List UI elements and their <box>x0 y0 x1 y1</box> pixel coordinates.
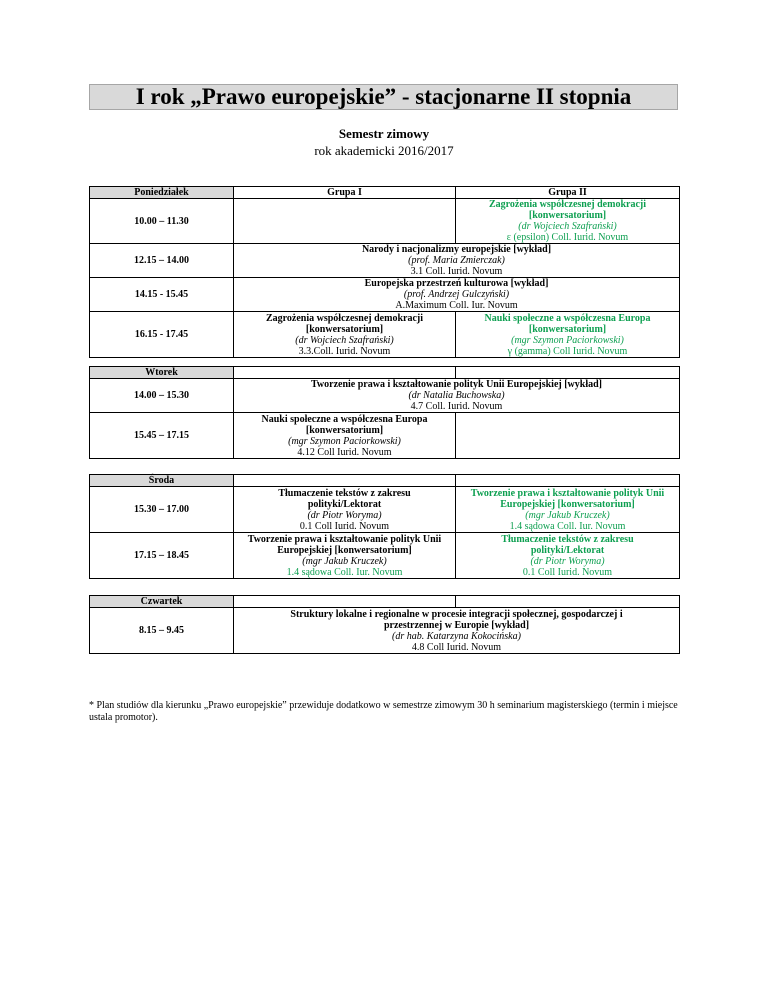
table-row <box>90 596 680 608</box>
table-row <box>90 475 680 487</box>
time-cell: 17.15 – 18.45 <box>90 533 234 579</box>
empty-cell <box>456 413 680 459</box>
class-teacher: (dr Piotr Woryma) <box>530 555 605 567</box>
class-type: [konwersatorium] <box>305 323 384 335</box>
group1-header: Grupa I <box>234 187 456 199</box>
day-header-tuesday: Wtorek <box>90 367 234 379</box>
class-cell <box>234 278 680 312</box>
empty-cell <box>234 596 456 608</box>
class-cell <box>234 413 456 459</box>
wednesday-table <box>89 474 680 579</box>
time-cell: 14.15 - 15.45 <box>90 278 234 312</box>
time-cell: 10.00 – 11.30 <box>90 199 234 244</box>
table-row <box>90 379 680 413</box>
monday-table <box>89 186 680 358</box>
time-cell: 15.30 – 17.00 <box>90 487 234 533</box>
table-row <box>90 413 680 459</box>
tuesday-table <box>89 366 680 459</box>
class-type: [konwersatorium] <box>305 424 384 436</box>
class-room: 4.12 Coll Iurid. Novum <box>297 446 392 458</box>
time-cell: 16.15 - 17.45 <box>90 312 234 358</box>
class-type: Europejskiej [konwersatorium] <box>500 498 635 510</box>
semester-label: Semestr zimowy <box>338 126 430 141</box>
class-title: Zagrożenia współczesnej demokracji <box>488 199 646 210</box>
day-header-thursday: Czwartek <box>90 596 234 608</box>
class-type: [konwersatorium] <box>528 323 607 335</box>
class-title: Nauki społeczne a współczesna Europa <box>484 312 651 324</box>
footnote: * Plan studiów dla kierunku „Prawo europejskie” przewiduje dodatkowo w semestrze zimowym 30 h seminarium magisterskiego (termin i miejsce ustala promotor). <box>89 700 678 723</box>
table-row <box>90 244 680 278</box>
time-cell: 12.15 – 14.00 <box>90 244 234 278</box>
class-room: 1.4 sądowa Coll. Iur. Novum <box>509 520 626 532</box>
class-cell <box>456 312 680 358</box>
class-type: polityki/Lektorat <box>307 498 382 510</box>
class-room: A.Maximum Coll. Iur. Novum <box>395 300 518 311</box>
class-title: Zagrożenia współczesnej demokracji <box>265 312 423 324</box>
class-teacher: (dr Natalia Buchowska) <box>408 390 505 401</box>
empty-cell <box>234 199 456 244</box>
class-cell <box>234 379 680 413</box>
class-room: 4.7 Coll. Iurid. Novum <box>410 401 503 412</box>
class-cell <box>234 533 456 579</box>
page-title: I rok „Prawo europejskie” - stacjonarne II stopnia <box>89 84 678 110</box>
class-teacher: (mgr Jakub Kruczek) <box>302 555 387 567</box>
class-cell <box>456 487 680 533</box>
table-row <box>90 367 680 379</box>
class-title: Tłumaczenie tekstów z zakresu <box>501 533 634 545</box>
table-row <box>90 487 680 533</box>
class-room: 1.4 sądowa Coll. Iur. Novum <box>286 566 403 578</box>
class-teacher: (dr hab. Katarzyna Kokocińska) <box>392 630 521 642</box>
class-room: 0.1 Coll Iurid. Novum <box>299 520 390 532</box>
class-cell <box>234 487 456 533</box>
table-row <box>90 187 680 199</box>
class-teacher: (dr Wojciech Szafrański) <box>518 221 617 232</box>
class-title: Tłumaczenie tekstów z zakresu <box>278 487 411 499</box>
class-cell <box>234 608 680 654</box>
table-row <box>90 608 680 654</box>
table-row <box>90 533 680 579</box>
empty-cell <box>234 475 456 487</box>
class-cell <box>234 244 680 278</box>
class-room: 3.3.Coll. Iurid. Novum <box>298 345 391 357</box>
class-type: Europejskiej [konwersatorium] <box>277 544 412 556</box>
class-title: Nauki społeczne a współczesna Europa <box>261 413 428 425</box>
class-title: Tworzenie prawa i kształtowanie polityk Unii <box>247 533 442 545</box>
empty-cell <box>456 475 680 487</box>
class-title: Europejska przestrzeń kulturowa [wykład] <box>364 278 549 289</box>
class-teacher: (mgr Szymon Paciorkowski) <box>511 334 624 346</box>
academic-year-label: rok akademicki 2016/2017 <box>314 143 454 158</box>
class-room: ε (epsilon) Coll. Iurid. Novum <box>506 232 629 243</box>
class-title: Tworzenie prawa i kształtowanie polityk Unii Europejskiej [wykład] <box>310 379 603 390</box>
class-teacher: (dr Piotr Woryma) <box>307 509 382 521</box>
class-teacher: (prof. Maria Zmierczak) <box>408 255 505 266</box>
empty-cell <box>234 367 456 379</box>
class-type: polityki/Lektorat <box>530 544 605 556</box>
time-cell: 8.15 – 9.45 <box>90 608 234 654</box>
class-type: [konwersatorium] <box>528 210 607 221</box>
class-room: 4.8 Coll Iurid. Novum <box>411 641 502 653</box>
time-cell: 14.00 – 15.30 <box>90 379 234 413</box>
class-cell <box>234 312 456 358</box>
class-cell <box>456 533 680 579</box>
class-title: Tworzenie prawa i kształtowanie polityk Unii <box>470 487 665 499</box>
group2-header: Grupa II <box>456 187 680 199</box>
class-title: Struktury lokalne i regionalne w procesie integracji społecznej, gospodarczej i przestrzennej w Europie [wykład] <box>290 608 623 631</box>
class-title: Narody i nacjonalizmy europejskie [wykład] <box>361 244 552 255</box>
day-header-wednesday: Środa <box>90 475 234 487</box>
class-room: γ (gamma) Coll Iurid. Novum <box>507 345 628 357</box>
empty-cell <box>456 596 680 608</box>
empty-cell <box>456 367 680 379</box>
day-header-monday: Poniedziałek <box>90 187 234 199</box>
class-teacher: (prof. Andrzej Gulczyński) <box>403 289 510 300</box>
time-cell: 15.45 – 17.15 <box>90 413 234 459</box>
thursday-table <box>89 595 680 654</box>
class-teacher: (mgr Szymon Paciorkowski) <box>288 435 401 447</box>
class-teacher: (mgr Jakub Kruczek) <box>525 509 610 521</box>
class-cell <box>456 199 680 244</box>
class-room: 3.1 Coll. Iurid. Novum <box>410 266 503 277</box>
table-row <box>90 199 680 244</box>
table-row <box>90 312 680 358</box>
class-room: 0.1 Coll Iurid. Novum <box>522 566 613 578</box>
table-row <box>90 278 680 312</box>
class-teacher: (dr Wojciech Szafrański) <box>295 334 394 346</box>
